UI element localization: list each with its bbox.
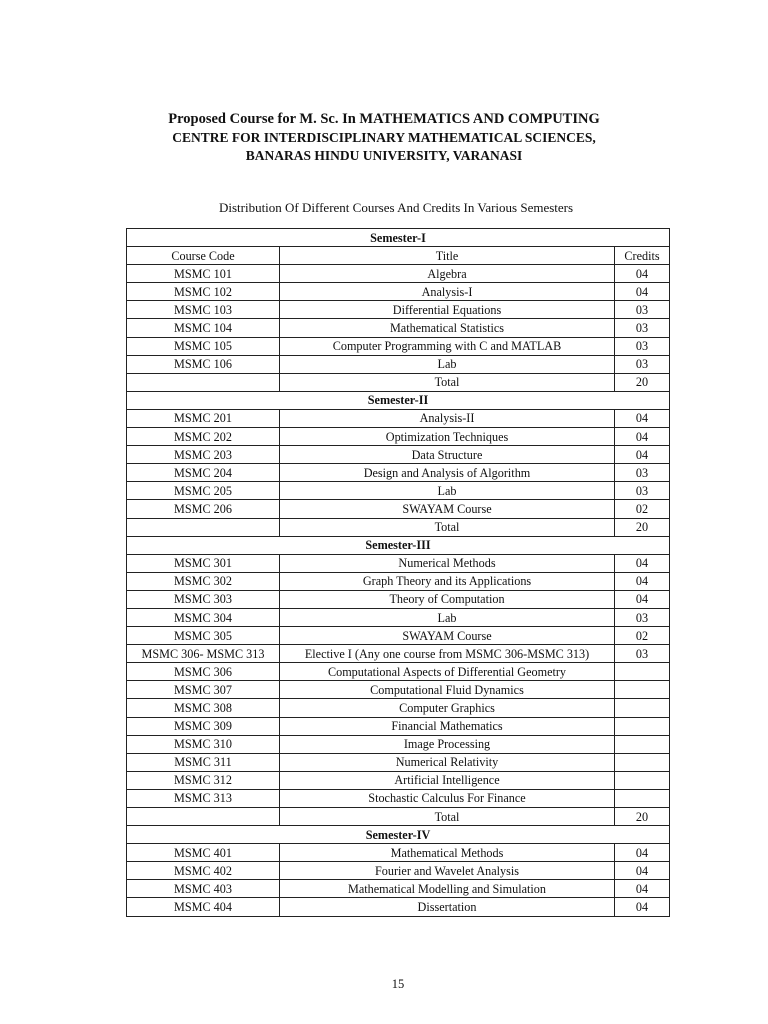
course-code-cell: MSMC 204 xyxy=(127,464,280,482)
course-title-cell: Computational Fluid Dynamics xyxy=(280,681,615,699)
table-row xyxy=(127,771,670,789)
course-code-cell: MSMC 104 xyxy=(127,319,280,337)
semester-heading: Semester-III xyxy=(127,536,670,554)
course-title-cell: Mathematical Modelling and Simulation xyxy=(280,880,615,898)
credits-cell: 03 xyxy=(615,608,670,626)
semester-header-row xyxy=(127,391,670,409)
course-title-cell: Data Structure xyxy=(280,446,615,464)
table-row xyxy=(127,464,670,482)
course-title-cell: Elective I (Any one course from MSMC 306-MSMC 313) xyxy=(280,645,615,663)
credits-cell: 03 xyxy=(615,301,670,319)
course-title-cell: Computer Graphics xyxy=(280,699,615,717)
course-title-cell: Numerical Relativity xyxy=(280,753,615,771)
table-row xyxy=(127,446,670,464)
course-code-cell: MSMC 312 xyxy=(127,771,280,789)
table-row xyxy=(127,500,670,518)
course-title-cell: Lab xyxy=(280,608,615,626)
course-title-cell: Total xyxy=(280,373,615,391)
course-title-cell: Analysis-I xyxy=(280,283,615,301)
table-row xyxy=(127,735,670,753)
table-row xyxy=(127,355,670,373)
table-row xyxy=(127,482,670,500)
course-title-cell: Dissertation xyxy=(280,898,615,916)
credits-cell: 03 xyxy=(615,337,670,355)
credits-cell: 04 xyxy=(615,572,670,590)
course-title-cell: SWAYAM Course xyxy=(280,500,615,518)
semester-header-row xyxy=(127,826,670,844)
course-code-cell: MSMC 202 xyxy=(127,428,280,446)
document-title: Proposed Course for M. Sc. In MATHEMATICS AND COMPUTING xyxy=(168,111,600,127)
table-row xyxy=(127,608,670,626)
table-row xyxy=(127,862,670,880)
course-title-cell: Design and Analysis of Algorithm xyxy=(280,464,615,482)
university-name: BANARAS HINDU UNIVERSITY, VARANASI xyxy=(245,148,523,163)
course-code-cell: MSMC 201 xyxy=(127,409,280,427)
course-code-cell: MSMC 308 xyxy=(127,699,280,717)
course-title-cell: Total xyxy=(280,518,615,536)
credits-cell: 20 xyxy=(615,808,670,826)
course-title-cell: Mathematical Methods xyxy=(280,844,615,862)
table-row xyxy=(127,590,670,608)
credits-cell: 03 xyxy=(615,482,670,500)
course-code-cell: MSMC 301 xyxy=(127,554,280,572)
course-code-cell: MSMC 304 xyxy=(127,608,280,626)
course-code-cell: MSMC 103 xyxy=(127,301,280,319)
credits-cell xyxy=(615,717,670,735)
credits-cell: 04 xyxy=(615,844,670,862)
credits-cell: 04 xyxy=(615,862,670,880)
course-title-cell: Computational Aspects of Differential Geometry xyxy=(280,663,615,681)
table-row xyxy=(127,554,670,572)
course-code-cell: MSMC 402 xyxy=(127,862,280,880)
credits-cell: 04 xyxy=(615,265,670,283)
course-title-cell: Analysis-II xyxy=(280,409,615,427)
credits-cell xyxy=(615,699,670,717)
course-title-cell: Graph Theory and its Applications xyxy=(280,572,615,590)
course-title-cell: Total xyxy=(280,808,615,826)
credits-cell: 04 xyxy=(615,409,670,427)
course-code-cell: MSMC 305 xyxy=(127,627,280,645)
table-row xyxy=(127,663,670,681)
semester-heading: Semester-I xyxy=(127,229,670,247)
course-title-cell: Lab xyxy=(280,482,615,500)
course-title-cell: Title xyxy=(280,247,615,265)
course-code-cell: MSMC 306- MSMC 313 xyxy=(127,645,280,663)
table-row xyxy=(127,572,670,590)
course-title-cell: Computer Programming with C and MATLAB xyxy=(280,337,615,355)
course-code-cell xyxy=(127,373,280,391)
page-number: 15 xyxy=(391,977,405,991)
table-row xyxy=(127,789,670,807)
credits-cell xyxy=(615,771,670,789)
course-title-cell: Image Processing xyxy=(280,735,615,753)
semester-header-row xyxy=(127,229,670,247)
course-code-cell: MSMC 203 xyxy=(127,446,280,464)
credits-cell xyxy=(615,789,670,807)
credits-cell: 04 xyxy=(615,283,670,301)
table-row xyxy=(127,301,670,319)
semester-heading: Semester-II xyxy=(127,391,670,409)
course-table-body xyxy=(127,229,670,917)
credits-cell: 03 xyxy=(615,645,670,663)
course-code-cell: MSMC 102 xyxy=(127,283,280,301)
credits-cell: 02 xyxy=(615,627,670,645)
course-title-cell: Artificial Intelligence xyxy=(280,771,615,789)
course-title-cell: Stochastic Calculus For Finance xyxy=(280,789,615,807)
credits-cell xyxy=(615,753,670,771)
course-title-cell: Financial Mathematics xyxy=(280,717,615,735)
course-title-cell: Numerical Methods xyxy=(280,554,615,572)
course-code-cell: MSMC 106 xyxy=(127,355,280,373)
course-title-cell: Lab xyxy=(280,355,615,373)
credits-cell: 04 xyxy=(615,428,670,446)
table-row xyxy=(127,753,670,771)
credits-cell: 04 xyxy=(615,446,670,464)
course-credit-table xyxy=(126,228,670,917)
table-row xyxy=(127,373,670,391)
table-row xyxy=(127,247,670,265)
course-code-cell: Course Code xyxy=(127,247,280,265)
table-row xyxy=(127,337,670,355)
course-code-cell: MSMC 303 xyxy=(127,590,280,608)
course-code-cell: MSMC 310 xyxy=(127,735,280,753)
course-title-cell: Differential Equations xyxy=(280,301,615,319)
course-title-cell: SWAYAM Course xyxy=(280,627,615,645)
course-code-cell: MSMC 404 xyxy=(127,898,280,916)
credits-cell xyxy=(615,735,670,753)
course-code-cell: MSMC 205 xyxy=(127,482,280,500)
course-title-cell: Optimization Techniques xyxy=(280,428,615,446)
credits-cell: 04 xyxy=(615,898,670,916)
course-code-cell: MSMC 313 xyxy=(127,789,280,807)
table-row xyxy=(127,898,670,916)
course-code-cell: MSMC 105 xyxy=(127,337,280,355)
semester-heading: Semester-IV xyxy=(127,826,670,844)
table-row xyxy=(127,844,670,862)
semester-header-row xyxy=(127,536,670,554)
course-code-cell xyxy=(127,518,280,536)
course-code-cell: MSMC 403 xyxy=(127,880,280,898)
credits-cell: 20 xyxy=(615,518,670,536)
course-title-cell: Fourier and Wavelet Analysis xyxy=(280,862,615,880)
credits-cell: 04 xyxy=(615,554,670,572)
course-code-cell: MSMC 401 xyxy=(127,844,280,862)
credits-cell: 03 xyxy=(615,355,670,373)
table-caption: Distribution Of Different Courses And Credits In Various Semesters xyxy=(218,200,574,215)
table-row xyxy=(127,627,670,645)
credits-cell xyxy=(615,681,670,699)
course-code-cell: MSMC 307 xyxy=(127,681,280,699)
table-row xyxy=(127,717,670,735)
course-code-cell: MSMC 101 xyxy=(127,265,280,283)
credits-cell: 03 xyxy=(615,464,670,482)
table-row xyxy=(127,319,670,337)
credits-cell: 04 xyxy=(615,880,670,898)
course-code-cell: MSMC 311 xyxy=(127,753,280,771)
credits-cell: 02 xyxy=(615,500,670,518)
course-title-cell: Theory of Computation xyxy=(280,590,615,608)
table-row xyxy=(127,880,670,898)
course-title-cell: Mathematical Statistics xyxy=(280,319,615,337)
credits-cell: 20 xyxy=(615,373,670,391)
table-row xyxy=(127,518,670,536)
credits-cell: 04 xyxy=(615,590,670,608)
credits-cell: 03 xyxy=(615,319,670,337)
credits-cell: Credits xyxy=(615,247,670,265)
course-title-cell: Algebra xyxy=(280,265,615,283)
table-row xyxy=(127,409,670,427)
course-code-cell: MSMC 302 xyxy=(127,572,280,590)
table-row xyxy=(127,283,670,301)
course-code-cell: MSMC 206 xyxy=(127,500,280,518)
table-row xyxy=(127,808,670,826)
centre-name: CENTRE FOR INTERDISCIPLINARY MATHEMATICAL SCIENCES, xyxy=(172,130,596,145)
table-row xyxy=(127,681,670,699)
table-row xyxy=(127,699,670,717)
table-row xyxy=(127,428,670,446)
course-code-cell xyxy=(127,808,280,826)
course-code-cell: MSMC 306 xyxy=(127,663,280,681)
course-code-cell: MSMC 309 xyxy=(127,717,280,735)
table-row xyxy=(127,645,670,663)
table-row xyxy=(127,265,670,283)
credits-cell xyxy=(615,663,670,681)
